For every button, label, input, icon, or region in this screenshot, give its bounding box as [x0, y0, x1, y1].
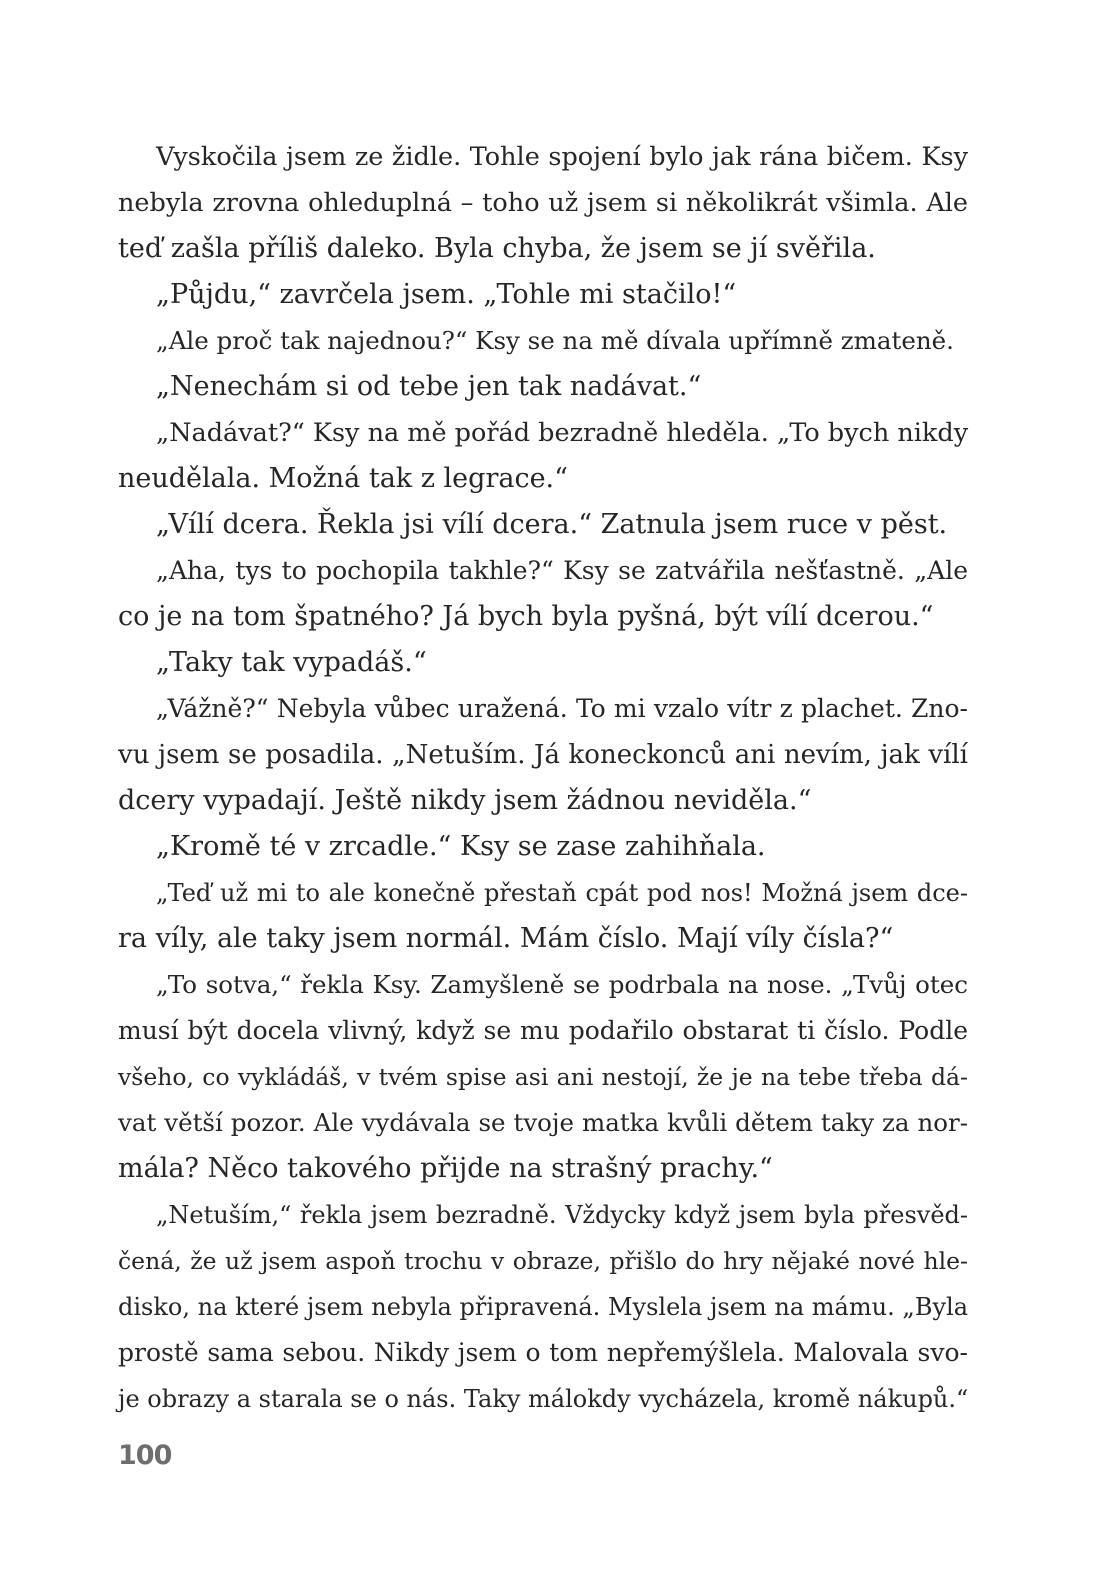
- text-line: „Půjdu,“ zavrčela jsem. „Tohle mi stačilo!“: [156, 279, 737, 310]
- text-line: vat větší pozor. Ale vydávala se tvoje matka kvůli dětem taky za nor-: [118, 1108, 968, 1137]
- text-line: dcery vypadají. Ještě nikdy jsem žádnou neviděla.“: [118, 785, 812, 816]
- page-number: 100: [118, 1440, 172, 1471]
- text-line: „Ale proč tak najednou?“ Ksy se na mě dívala upřímně zmateně.: [156, 326, 954, 355]
- text-line: musí být docela vlivný, když se mu podařilo obstarat ti číslo. Podle: [118, 1016, 968, 1045]
- text-line: „Nenechám si od tebe jen tak nadávat.“: [156, 371, 702, 402]
- text-line: teď zašla příliš daleko. Byla chyba, že jsem se jí svěřila.: [118, 233, 876, 264]
- text-line: prostě sama sebou. Nikdy jsem o tom nepřemýšlela. Malovala svo-: [118, 1338, 968, 1367]
- text-line: „Vílí dcera. Řekla jsi vílí dcera.“ Zatnula jsem ruce v pěst.: [156, 509, 948, 540]
- text-line: všeho, co vykládáš, v tvém spise asi ani nestojí, že je na tebe třeba dá-: [118, 1063, 968, 1091]
- text-line: čená, že už jsem aspoň trochu v obraze, přišlo do hry nějaké nové hle-: [118, 1247, 968, 1275]
- text-line: mála? Něco takového přijde na strašný prachy.“: [118, 1153, 773, 1184]
- text-line: vu jsem se posadila. „Netuším. Já koneckonců ani nevím, jak vílí: [118, 740, 968, 770]
- text-line: Vyskočila jsem ze židle. Tohle spojení bylo jak rána bičem. Ksy: [156, 142, 968, 172]
- text-line: disko, na které jsem nebyla připravená. Myslela jsem na mámu. „Byla: [118, 1293, 968, 1321]
- text-line: „Nadávat?“ Ksy na mě pořád bezradně hleděla. „To bych nikdy: [156, 418, 969, 448]
- text-line: „Vážně?“ Nebyla vůbec uražená. To mi vzalo vítr z plachet. Zno-: [156, 694, 968, 723]
- text-line: „To sotva,“ řekla Ksy. Zamyšleně se podrbala na nose. „Tvůj otec: [156, 970, 968, 999]
- text-line: je obrazy a starala se o nás. Taky málokdy vycházela, kromě nákupů.“: [118, 1385, 969, 1413]
- text-line: nebyla zrovna ohleduplná – toho už jsem si několikrát všimla. Ale: [118, 188, 968, 218]
- text-line: „Taky tak vypadáš.“: [156, 647, 427, 678]
- body-text: [118, 134, 968, 1422]
- text-line: „Netuším,“ řekla jsem bezradně. Vždycky když jsem byla přesvěd-: [156, 1201, 968, 1229]
- text-line: „Aha, tys to pochopila takhle?“ Ksy se zatvářila nešťastně. „Ale: [156, 556, 968, 585]
- text-line: „Teď už mi to ale konečně přestaň cpát pod nos! Možná jsem dce-: [156, 879, 968, 907]
- text-line: „Kromě té v zrcadle.“ Ksy se zase zahihňala.: [156, 831, 766, 862]
- text-line: ra víly, ale taky jsem normál. Mám číslo. Mají víly čísla?“: [118, 923, 894, 954]
- text-line: co je na tom špatného? Já bych byla pyšná, být vílí dcerou.“: [118, 601, 934, 632]
- text-line: neudělala. Možná tak z legrace.“: [118, 463, 568, 494]
